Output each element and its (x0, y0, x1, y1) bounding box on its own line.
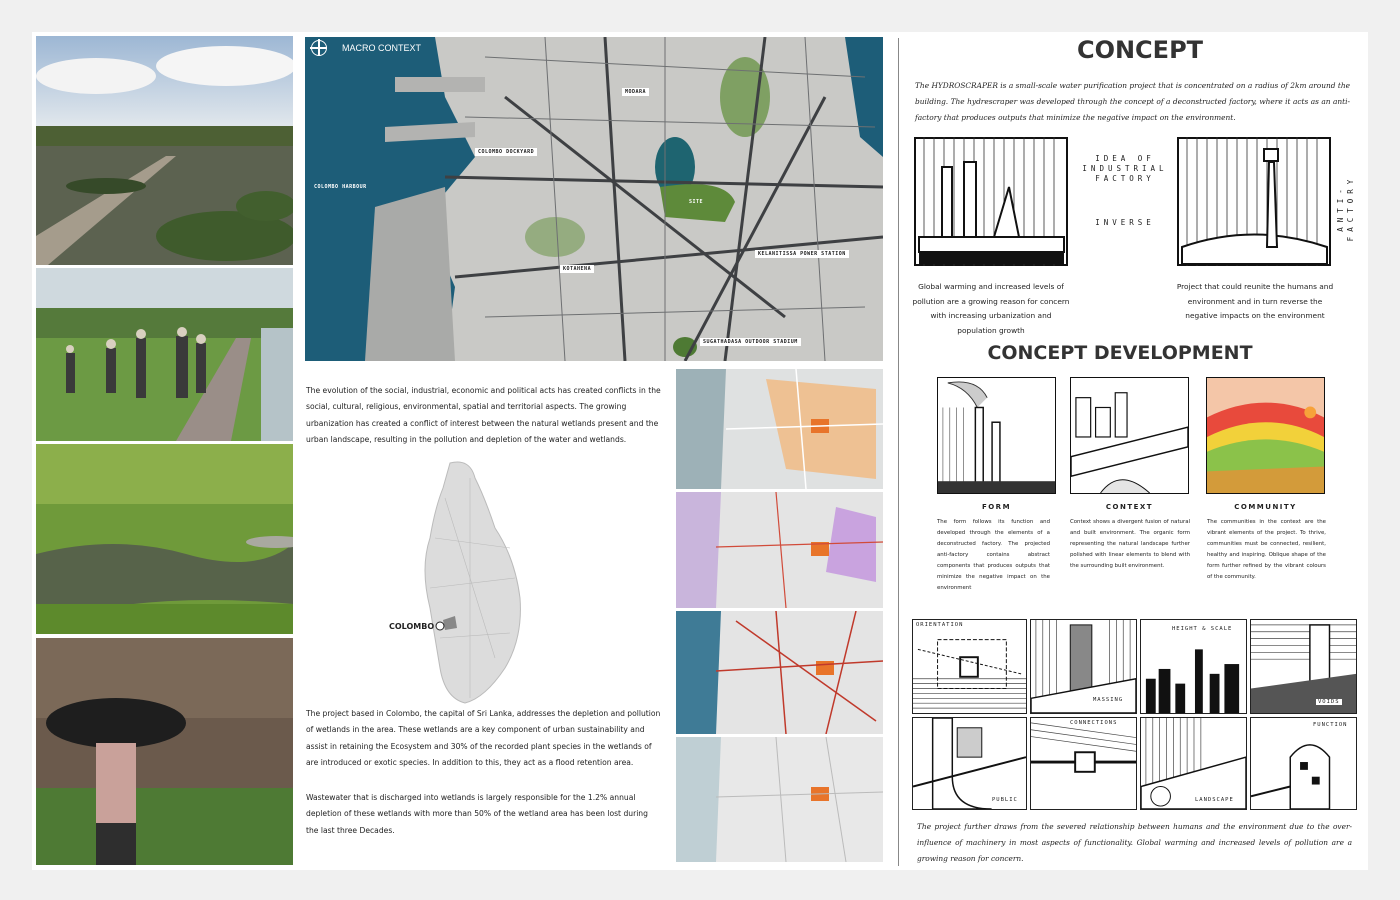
colombo-label: COLOMBO (389, 622, 435, 631)
context-sketch (1070, 377, 1189, 494)
map-label-site: SITE (689, 199, 704, 205)
tag-voids: VOIDS (1318, 699, 1340, 705)
closing-paragraph: The project further draws from the severed relationship between humans and the environment due to the over-influence of machinery in most aspects of functionality. Global warming and increased levels of pollution are a growing reason for concern. (917, 822, 1352, 863)
divider-line (898, 38, 899, 866)
inverse-label: INVERSE (1095, 218, 1155, 227)
grid-height-scale (1140, 619, 1247, 714)
anti-factory-label: ANTI-FACTORY (1336, 174, 1355, 242)
community-sketch (1206, 377, 1325, 494)
intro-paragraph: The evolution of the social, industrial, economic and political acts has created conflicts in the social, cultural, religious, environmental, spatial and territorial aspects. The growing urbanization has created a conflict of interest between the natural wetlands present and the urban landscape, resulting in the pollution and depletion of the water and wetlands. (306, 386, 661, 444)
map-label-colombo-dockyard: COLOMBO DOCKYARD (475, 148, 537, 156)
thematic-map-landuse (676, 369, 883, 489)
community-title: COMMUNITY (1234, 503, 1297, 511)
form-title: FORM (981, 503, 1012, 511)
photo-waste-umbrella (36, 638, 293, 865)
industrial-factory-sketch (914, 137, 1068, 266)
macro-context-map (305, 37, 883, 361)
tag-massing: MASSING (1093, 697, 1124, 703)
tag-orientation: ORIENTATION (916, 622, 964, 628)
context-text: Context shows a divergent fusion of natural and built environment. The organic form representing the natural landscape further polished with linear elements to blend with the surrounding built environment. (1070, 519, 1190, 569)
map-label-colombo-harbour: COLOMBO HARBOUR (314, 184, 367, 190)
idea-of-industrial-factory-label: IDEA OF INDUSTRIAL FACTORY (1082, 154, 1168, 183)
form-text: The form follows its function and developed through the elements of a deconstructed factory. The projected anti-factory contains abstract components that produces outputs that minimize the negative impact on the environment (937, 519, 1050, 591)
concept-intro: The HYDROSCRAPER is a small-scale water purification project that is concentrated on a radius of 2km around the building. The hydrescraper was developed through the concept of a deconstructed factory, where it acts as an anti-factory that produces outputs that minimize the negative impact on the environment. (915, 81, 1350, 122)
concept-development-title: CONCEPT DEVELOPMENT (987, 342, 1253, 364)
thematic-map-site (676, 737, 883, 862)
grid-orientation (912, 619, 1027, 714)
map-label-modara: MODARA (622, 88, 649, 96)
thematic-map-social (676, 492, 883, 608)
tag-public: PUBLIC (992, 797, 1018, 803)
grid-connections (1030, 717, 1137, 810)
photo-boardwalk-wetland (36, 36, 293, 265)
context-title: CONTEXT (1105, 503, 1154, 511)
project-paragraph: The project based in Colombo, the capital of Sri Lanka, addresses the depletion and pollution of wetlands in the area. These wetlands are a key component of urban sustainability and assist in retaining the Ecosystem and 30% of the recorded plant species in the wetlands of are introduced or exotic species. In addition to this, they act as a flood retention area. (306, 709, 661, 767)
form-sketch (937, 377, 1056, 494)
tag-function: FUNCTION (1313, 722, 1348, 728)
macro-context-title: MACRO CONTEXT (342, 43, 422, 53)
grid-function (1250, 717, 1357, 810)
concept-title: CONCEPT (1076, 36, 1204, 64)
anti-factory-sketch (1177, 137, 1331, 266)
sri-lanka-map (415, 458, 525, 708)
wastewater-paragraph: Wastewater that is discharged into wetlands is largely responsible for the 1.2% annual depletion of these wetlands with more than 50% of the wetland area has been lost during the last three Decades. (306, 793, 648, 835)
compass-icon (311, 40, 327, 56)
concept-right-caption: Project that could reunite the humans and environment and in turn reverse the negative impacts on the environment (1176, 282, 1334, 320)
tag-connections: CONNECTIONS (1070, 720, 1118, 726)
thematic-map-roads (676, 611, 883, 734)
map-label-kotahena: KOTAHENA (560, 265, 594, 273)
tag-height-scale: HEIGHT & SCALE (1172, 626, 1233, 632)
photo-polluted-stream (36, 444, 293, 634)
map-label-sugathadasa: SUGATHADASA OUTDOOR STADIUM (700, 338, 801, 346)
community-text: The communities in the context are the vibrant elements of the project. To thrive, communities must be connected, resilient, healthy and inspiring. Oblique shape of the form further refined by the vibrant colours of the community. (1207, 519, 1326, 580)
map-label-kelanitissa: KELANITISSA POWER STATION (755, 250, 849, 258)
photo-people-walkway (36, 268, 293, 441)
tag-landscape: LANDSCAPE (1195, 797, 1234, 803)
concept-left-caption: Global warming and increased levels of pollution are a growing reason for concern with increasing urbanization and population growth (912, 282, 1070, 335)
